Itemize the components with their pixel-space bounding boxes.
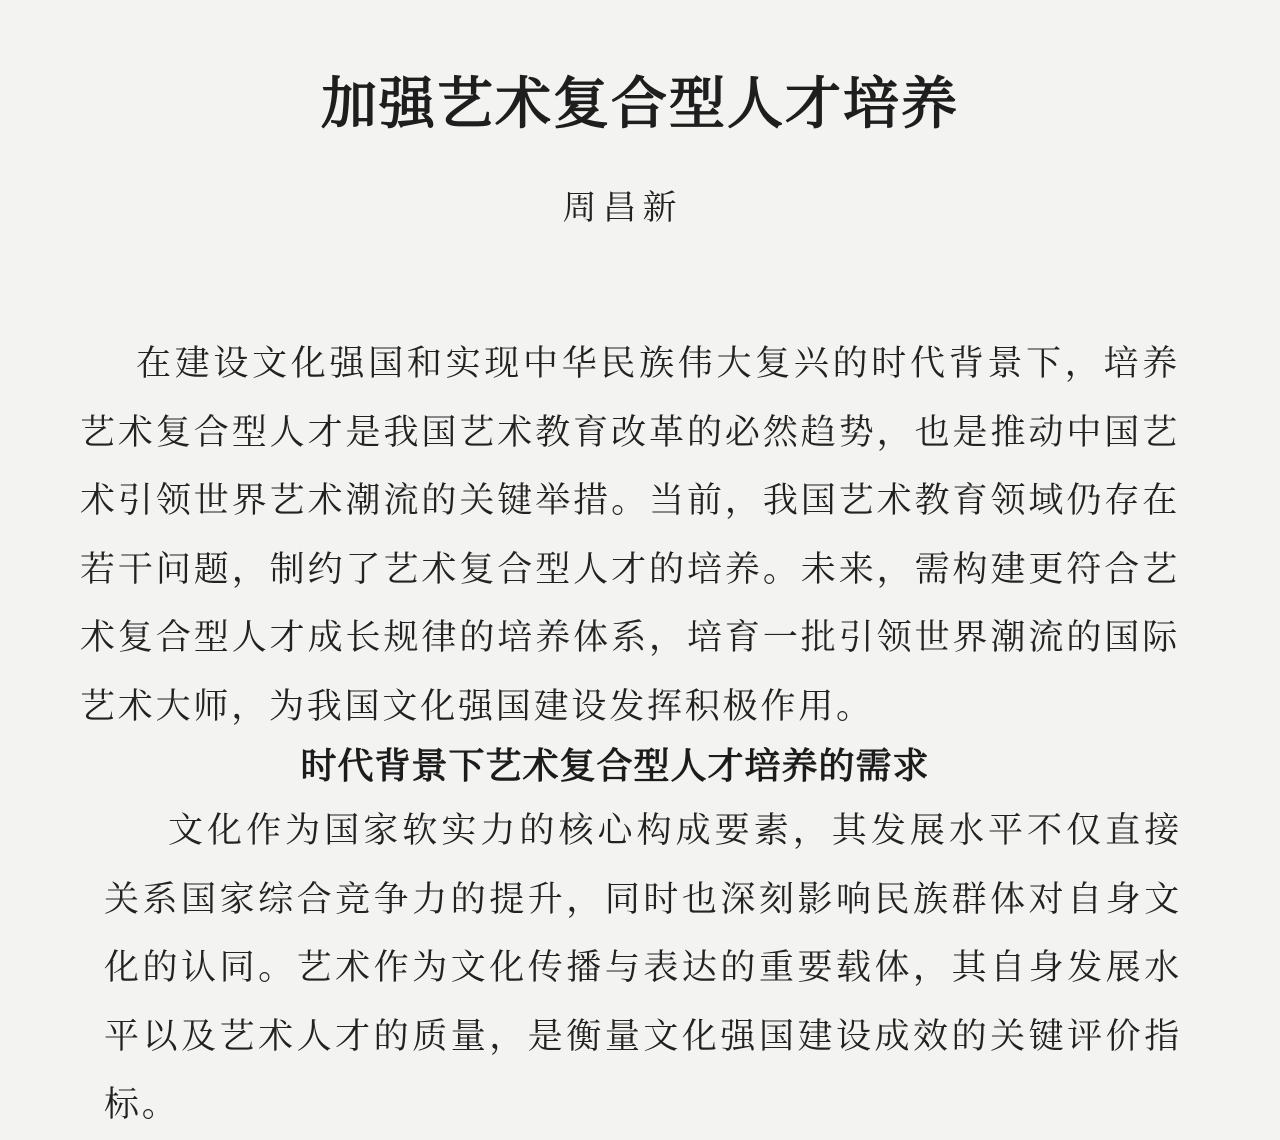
article-author: 周昌新 <box>562 188 683 228</box>
article-abstract: 在建设文化强国和实现中华民族伟大复兴的时代背景下，培养艺术复合型人才是我国艺术教育改革的必然趋势，也是推动中国艺术引领世界艺术潮流的关键举措。当前，我国艺术教育领域仍存在若干问题，制约了艺术复合型人才的培养。未来，需构建更符合艺术复合型人才成长规律的培养体系，培育一批引领世界潮流的国际艺术大师，为我国文化强国建设发挥积极作用。 <box>80 344 1180 727</box>
section-body: 文化作为国家软实力的核心构成要素，其发展水平不仅直接关系国家综合竞争力的提升，同时也深刻影响民族群体对自身文化的认同。艺术作为文化传播与表达的重要载体，其自身发展水平以及艺术人才的质量，是衡量文化强国建设成效的关键评价指标。 <box>104 811 1182 1125</box>
section-heading: 时代背景下艺术复合型人才培养的需求 <box>300 746 930 787</box>
article-title: 加强艺术复合型人才培养 <box>321 72 959 137</box>
